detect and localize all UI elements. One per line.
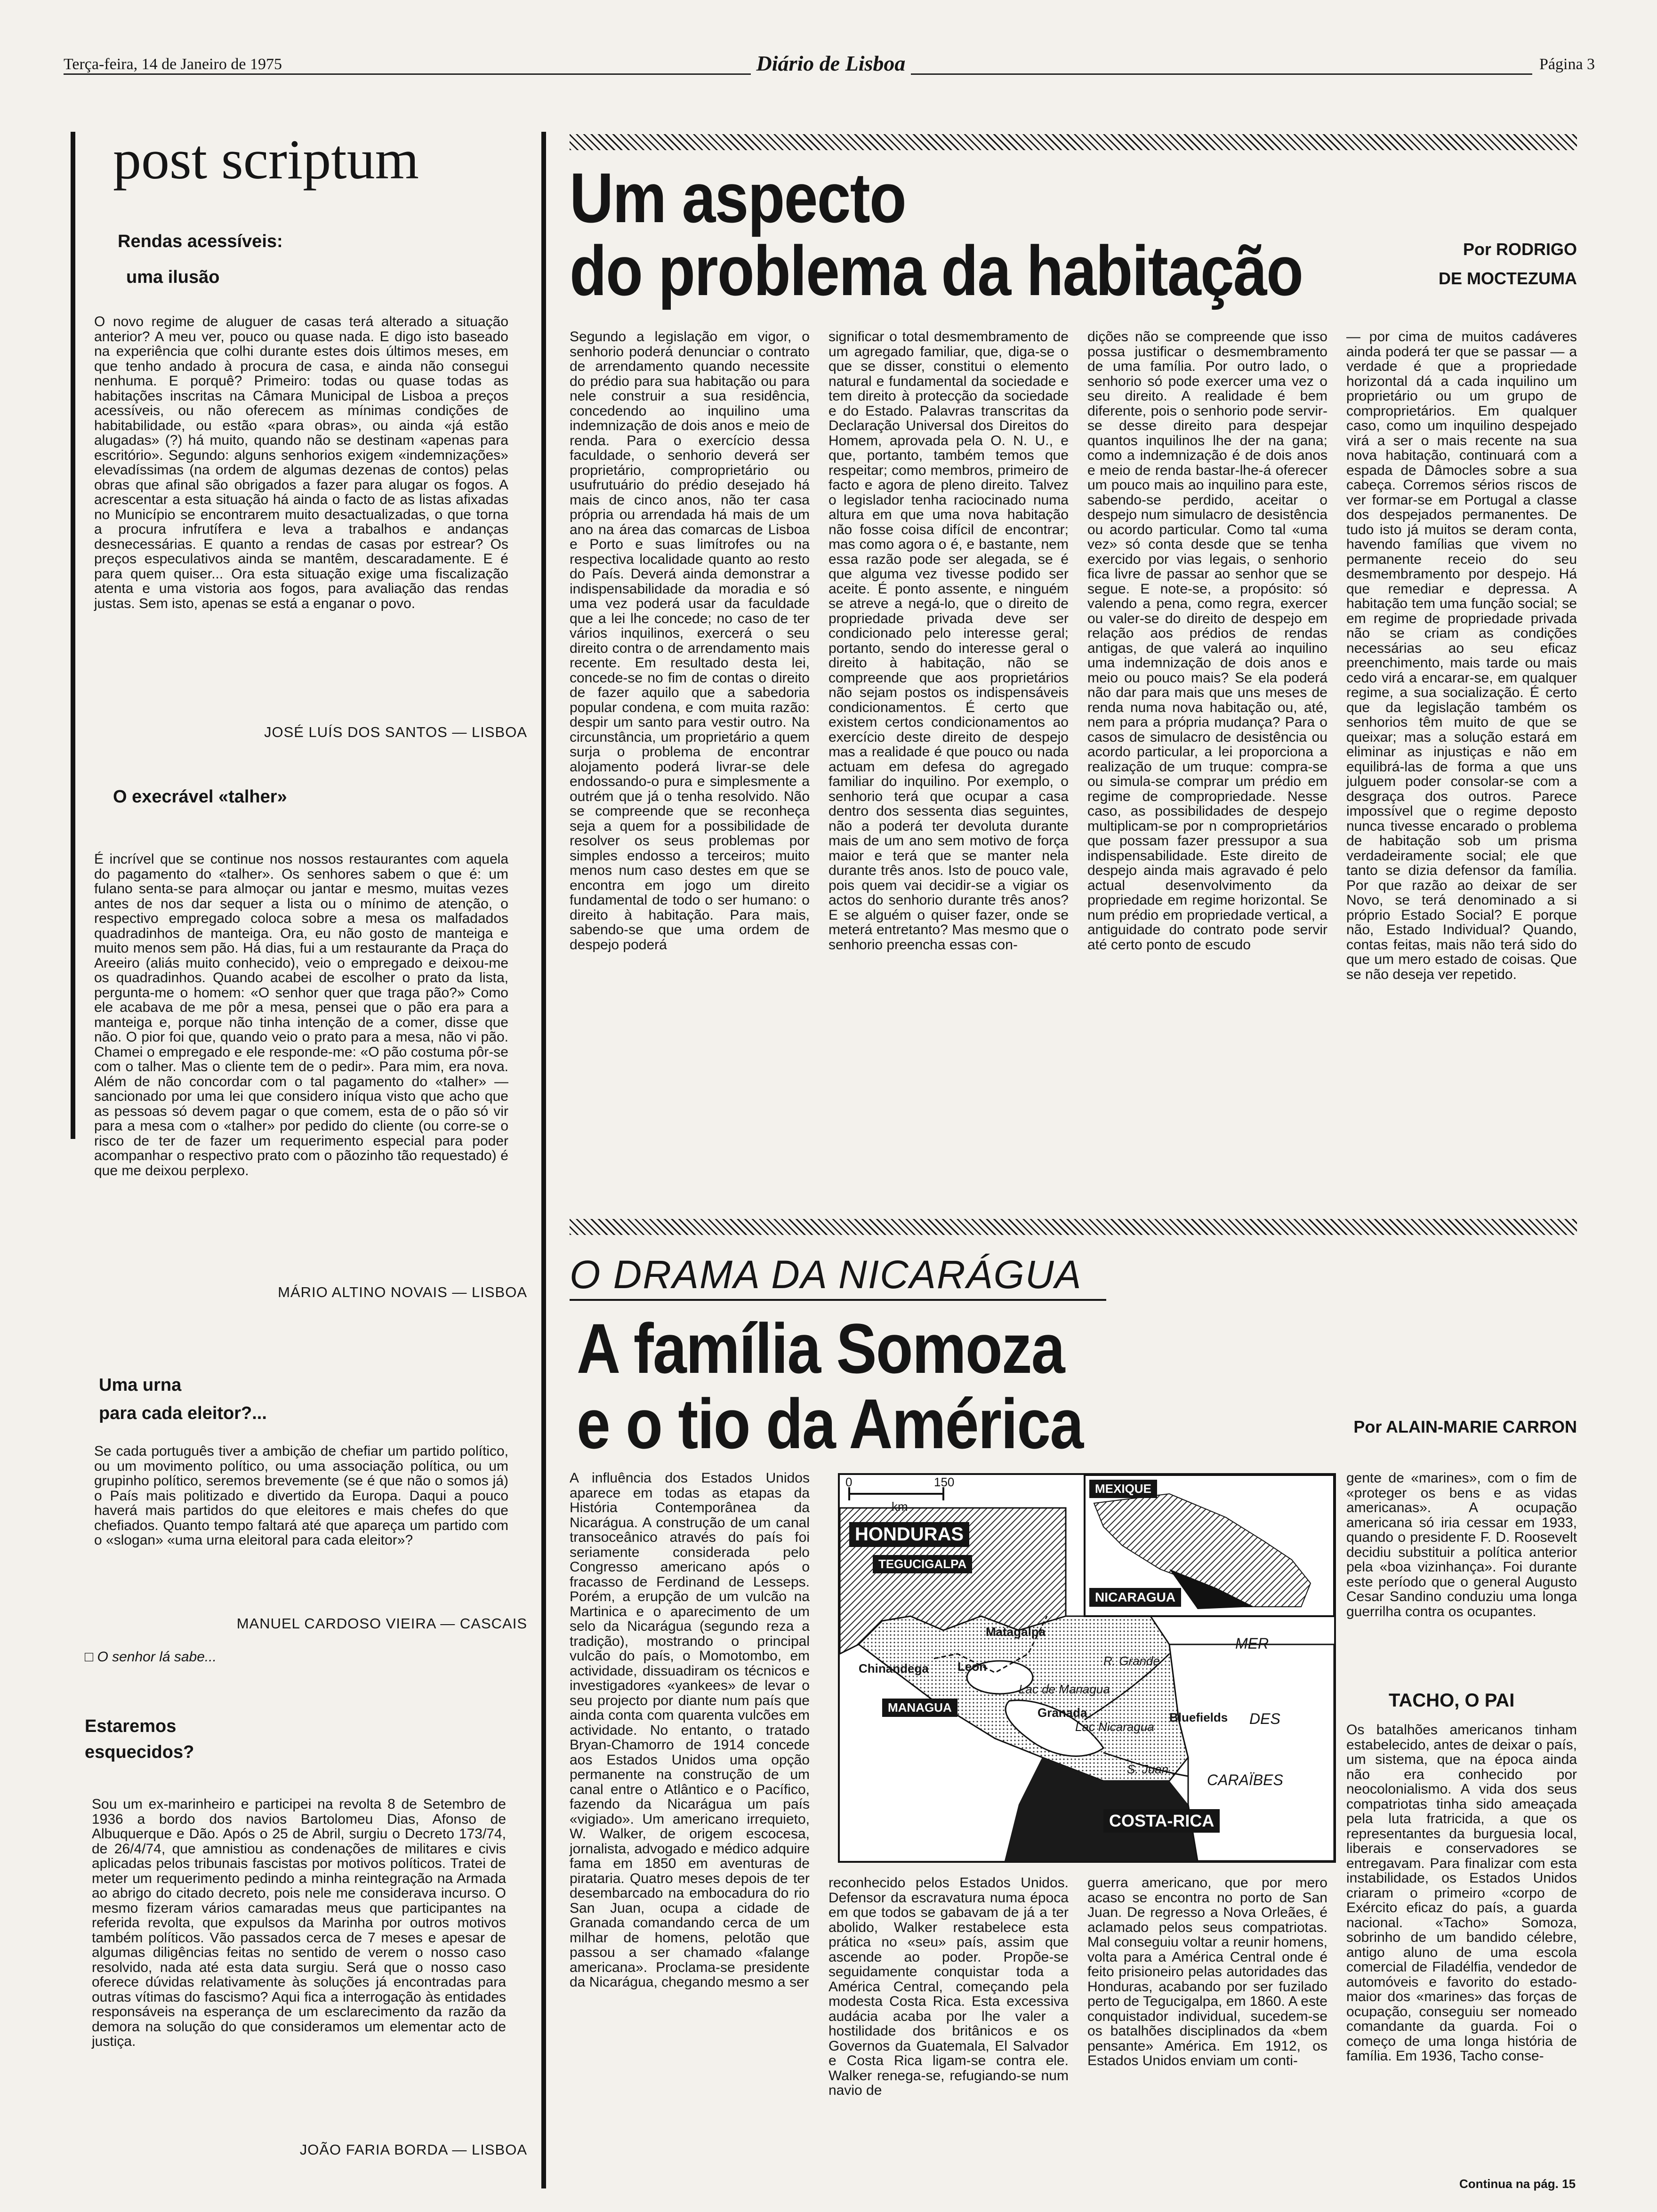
letter-2-signature: MÁRIO ALTINO NOVAIS — LISBOA <box>278 1284 527 1300</box>
article-1-column-1: Segundo a legislação em vigor, o senhorio poderá denunciar o contrato de arrendamento quando necessite do prédio para sua habitação ou para nele construir a sua residência, concedendo ao inquilino uma indemnização de dois anos e meio de renda. Para o exercício dessa faculdade, o senhorio deverá ser proprietário, comproprietário ou usufrutuário do prédio desejado há mais de cinco anos, não ter casa própria ou arrendada há mais de um ano na área das comarcas de Lisboa e Porto e suas limítrofes ou na respectiva localidade quanto ao resto do País. Deverá ainda demonstrar a indispensabilidade da moradia e só uma vez poderá usar da faculdade que a lei lhe concede; no caso de ter vários inquilinos, exercerá o seu direito contra o de arrendamento mais recente. Em resultado desta lei, concede-se no fim de contas o direito de fazer aquilo que a sabedoria popular condena, e com muita razão: despir um santo para vestir outro. Na circunstância, um proprietário a quem surja o problema de encontrar alojamento poderá livrar-se dele endossando-o pura e simplesmente a outrém que já o tenha resolvido. Não se compreende que se reconheça seja a quem for a possibilidade de resolver os seus problemas por simples endosso a terceiros; muito menos num caso destes em que se encontra em jogo um direito fundamental de todo o ser humano: o direito à habitação. Para mais, sabendo-se que uma ordem de despejo poderá <box>570 329 810 953</box>
map-scale-zero: 0 <box>845 1475 853 1489</box>
map-label-caraibes: CARAÏBES <box>1207 1771 1283 1788</box>
map-label-lac-managua: Lac de Managua <box>1019 1682 1110 1696</box>
issue-date: Terça-feira, 14 de Janeiro de 1975 <box>64 56 282 73</box>
map-label-des: DES <box>1249 1710 1280 1727</box>
article-2-byline: Por ALAIN-MARIE CARRON <box>1353 1417 1577 1436</box>
map-label-nicaragua: NICARAGUA <box>1089 1588 1181 1607</box>
article-2-column-4a: gente de «marines», com o fim de «proteger os bens e as vidas americanas». A ocupação americana só iria cessar em 1933, quando o presidente F. D. Roosevelt decidiu substituir a política anterior pela «boa vizinhança». Foi durante este período que o general Augusto Cesar Sandino conduziu uma longa guerrilha contra os ocupantes. <box>1346 1470 1577 1619</box>
map-label-managua: MANAGUA <box>882 1699 957 1717</box>
hatch-bar-top <box>570 134 1577 150</box>
article-1-byline-2: DE MOCTEZUMA <box>1439 269 1577 288</box>
article-1-column-2: significar o total desmembramento de um agregado familiar, que, diga-se o que se disser, constitui o elemento natural e fundamental da sociedade e tem direito à protecção da sociedade e do Estado. Palavras transcritas da Declaração Universal dos Direitos do Homem, aprovada pela O. N. U., e que, portanto, também temos que respeitar; como membros, primeiro de facto e agora de pleno direito. Talvez o legislador tenha raciocinado numa altura em que uma nova habitação não fosse coisa difícil de encontrar; mas como agora o é, e bastante, nem essa razão pode ser alegada, se é que alguma vez tivesse podido ser aceite. É ponto assente, e ninguém se atreve a negá-lo, que o direito de propriedade privada deve ser condicionado pelo interesse geral; portanto, sendo do interesse geral o direito à habitação, não se compreende que aos proprietários não sejam postos os indispensáveis condicionamentos. É certo que existem certos condicionamentos ao exercício deste direito de despejo mas a realidade é que pouco ou nada actuam em defesa do agregado familiar do inquilino. Por exemplo, o senhorio terá que ocupar a casa dentro dos sessenta dias seguintes, não a poderá ter devoluta durante mais de um ano sem motivo de força maior e terá que se manter nela durante três anos. Isto de pouco vale, pois quem vai decidir-se a vigiar os actos do senhorio durante três anos? E se alguém o quiser fazer, onde se meterá entretanto? Mas mesmo que o senhorio preencha essas con- <box>828 329 1069 953</box>
masthead-rule-left <box>64 73 751 75</box>
letter-3-heading: Uma urna <box>99 1375 182 1395</box>
map-label-tegucigalpa: TEGUCIGALPA <box>873 1555 972 1573</box>
letter-3-body: Se cada português tiver a ambição de chefiar um partido político, ou um movimento político, ou uma associação política, ou um grupinho político, seremos brevemente (se é que não o somos já) o País mais politizado e divertido da Europa. Daqui a pouco haverá mais partidos do que eleitores e mais chefes do que chefiados. Quanto tempo faltará até que apareça um partido com o «slogan» «uma urna eleitoral para cada eleitor»? <box>94 1443 508 1548</box>
nicaragua-map <box>838 1473 1336 1863</box>
letter-3-heading-2: para cada eleitor?... <box>99 1403 267 1423</box>
page-number: Página 3 <box>1539 56 1595 73</box>
letter-2-body: É incrível que se continue nos nossos restaurantes com aquela do pagamento do «talher». Os senhores sabem o que é: um fulano senta-se para almoçar ou jantar e mesmo, muitas vezes antes de nos dar sequer a lista ou o mínimo de atenção, o respectivo empregado coloca sobre a mesa os malfadados quadradinhos de manteiga. Ora, eu não gosto de manteiga e muito menos sem pão. Há dias, fui a um restaurante da Praça do Areeiro (aliás muito conhecido), veio o empregado e deixou-me os quadradinhos. Quando acabei de escolher o prato da lista, pergunta-me o homem: «O senhor quer que traga pão?» Como ele acabava de me pôr a mesa, pensei que o pão era para a manteiga e, porque não tinha intenção de a comer, disse que não. O pior foi que, quando veio o prato para a mesa, não vi pão. Chamei o empregado e ele responde-me: «O pão costuma pôr-se com o talher. Mas o cliente tem de o pedir». Para mim, era nova. Além de não concordar com o tal pagamento do «talher» — sancionado por uma lei que considero iníqua visto que acho que as pessoas só devem pagar o que comem, esta de o pão só vir para a mesa com o «talher» por pedido do cliente (ou corre-se o risco de ter de fazer um requerimento especial para poder acompanhar o respectivo prato com o pãozinho tão requestado) é que me deixou perplexo. <box>94 851 508 1178</box>
letter-1-signature: JOSÉ LUÍS DOS SANTOS — LISBOA <box>264 724 527 740</box>
map-label-costa-rica: COSTA-RICA <box>1103 1809 1220 1833</box>
article-1-column-4: — por cima de muitos cadáveres ainda poderá ter que se passar — a verdade é que a propriedade horizontal dá a cada inquilino um proprietário ou um grupo de comproprietários. Em qualquer caso, como um inquilino despejado virá a ser o mais recente na sua nova habitação, continuará com a espada de Dâmocles sobre a sua cabeça. Corremos sérios riscos de ver formar-se em Portugal a classe dos despejados permanentes. De tudo isto já muitos se deram conta, havendo famílias que vivem no permanente receio do seu desmembramento por despejo. Há que remediar e depressa. A habitação tem uma função social; se em regime de propriedade privada não se criam as condições necessárias ao seu eficaz preenchimento, mais tarde ou mais cedo virá a encarar-se, em qualquer regime, a sua socialização. É certo que da legislação também os senhorios têm muito de que se queixar; mas a solução estará em eliminar as injustiças e não em equilibrá-las de forma a que uns julguem poder consolar-se com a desgraça dos outros. Parece impossível que o regime deposto nunca tivesse encarado o problema de habitação sob um prisma verdadeiramente social; ele que tanto se dizia defensor da família. Por que razão ao deixar de ser Novo, se terá denominado a si próprio Estado Social? E porque não, Estado Individual? Quando, contas feitas, mais não terá sido do que um mero estado de coisas. Que se não deseja ver repetido. <box>1346 329 1577 982</box>
kicker-underline <box>570 1299 1106 1301</box>
map-label-bluefields: Bluefields <box>1169 1710 1228 1724</box>
article-1-headline-line-1: Um aspecto <box>570 158 906 237</box>
letter-4-signature: JOÃO FARIA BORDA — LISBOA <box>299 2141 527 2158</box>
article-2-kicker: O DRAMA DA NICARÁGUA <box>570 1252 1082 1297</box>
newspaper-title: Diário de Lisboa <box>756 51 906 75</box>
map-label-r-grande: R. Grande <box>1103 1654 1160 1668</box>
letter-1-heading-2: uma ilusão <box>126 267 220 287</box>
hatch-bar-middle <box>570 1219 1577 1235</box>
masthead-rule-right <box>911 73 1532 75</box>
article-2-column-1: A influência dos Estados Unidos aparece em todas as etapas da História Contemporânea da Nicarágua. A construção de um canal transoceânico através do país foi seriamente considerada pelo Congresso americano após o fracasso de Ferdinand de Lesseps. Porém, a erupção de um vulcão na Martinica e o aparecimento de um selo da Nicarágua (segundo reza a tradição), mostrando o principal vulcão do país, o Momotombo, em actividade, dissuadiram os técnicos e investigadores «yankees» de levar o seu projecto por diante num país que ainda conta com quarenta vulcões em actividade. No entanto, o tratado Bryan-Chamorro de 1914 concede aos Estados Unidos uma opção permanente na construção de um canal entre o Atlântico e o Pacífico, fazendo da Nicarágua um país «vigiado». Um americano irrequieto, W. Walker, de origem escocesa, jornalista, advogado e médico adquire fama em 1850 em aventuras de pirataria. Quatro meses depois de ter desembarcado na embocadura do rio San Juan, ocupa a cidade de Granada comandando cerca de um milhar de homens, pelotão que passou a ser chamado «falange americana». Proclama-se presidente da Nicarágua, chegando mesmo a ser <box>570 1470 810 1990</box>
letter-4-heading: Estaremos <box>85 1716 177 1736</box>
article-2-headline-line-2: e o tio da América <box>577 1384 1083 1463</box>
map-label-mexique: MEXIQUE <box>1089 1480 1157 1498</box>
article-1-column-3: dições não se compreende que isso possa justificar o desmembramento de uma família. Por outro lado, o senhorio só pode exercer uma vez o seu direito. A realidade é bem diferente, pois o senhorio pode servir-se desse direito para despejar quantos inquilinos lhe der na gana; como a indemnização é de dois anos e meio de renda bastar-lhe-á oferecer um pouco mais ao inquilino para este, sabendo-se perdido, aceitar o despejo num simulacro de desistência ou acordo particular. Como tal «uma vez» só conta desde que se tenha exercido por vias legais, o senhorio fica livre de passar ao senhor que se segue. E note-se, a propósito: só valendo a pena, como regra, exercer ou valer-se do direito de despejo em relação aos prédios de rendas antigas, de que valerá ao inquilino uma indemnização de dois anos e meio ou pouco mais? Se ela poderá não dar para mais que uns meses de renda numa nova habitação ou, até, nem para a própria mudança? Para o casos de simulacro de desistência ou acordo particular, a lei proporciona a realização de um truque: compra-se ou simula-se comprar um prédio em regime de compropriedade. Nesse caso, as possibilidades de despejo multiplicam-se por n comproprietários que possam fazer pressupor a sua indispensabilidade. Este direito de despejo ainda mais agravado é pelo actual desenvolvimento da propriedade em regime horizontal. Se num prédio em propriedade vertical, a antiguidade do contrato pode servir até certo ponto de escudo <box>1087 329 1327 953</box>
map-label-granada: Granada <box>1038 1706 1087 1720</box>
article-2-column-4b: Os batalhões americanos tinham estabelecido, antes de deixar o país, um sistema, que na época ainda não era conhecido por neocolonialismo. A vida dos seus compatriotas tinha sido ameaçada pela luta fratricida, a que os representantes da burguesia local, liberais e conservadores se entregavam. Para finalizar com esta instabilidade, os Estados Unidos criaram o primeiro «corpo de Exército eficaz do país, a guarda nacional. «Tacho» Somoza, sobrinho de um bandido célebre, antigo aluno de uma escola comercial de Filadélfia, vendedor de automóveis e favorito do estado-maior dos «marines» das forças de ocupação, conseguiu ser nomeado comandante da guarda. Foi o começo de uma longa história de família. Em 1936, Tacho conse- <box>1346 1722 1577 2064</box>
map-scale-unit: km <box>892 1499 908 1514</box>
map-label-lac-nicaragua: Lac Nicaragua <box>1075 1720 1154 1734</box>
map-label-mer: MER <box>1235 1635 1269 1652</box>
article-2-headline-line-1: A família Somoza <box>577 1309 1064 1388</box>
letter-4-body: Sou um ex-marinheiro e participei na revolta 8 de Setembro de 1936 a bordo dos navios Bartolomeu Dias, Afonso de Albuquerque e Dão. Após o 25 de Abril, surgiu o Decreto 173/74, de 26/4/74, que amnistiou as condenações de militares e civis aplicadas pelos tribunais fascistas por motivos políticos. Tratei de meter um requerimento pedindo a minha reintegração na Armada ao abrigo do citado decreto, pois nele me considerava incurso. O mesmo fizeram vários camaradas meus que participantes na referida revolta, que expulsos da Marinha por outros motivos também políticos. Vão passados cerca de 7 meses e apesar de algumas diligências feitas no sentido de verem o nosso caso resolvido, nada até esta data surgiu. Será que o nosso caso oferece dúvidas relativamente às soluções já encontradas para outras vítimas do fascismo? Aqui fica a interrogação às entidades responsáveis na esperança de um esclarecimento da razão da demora na solução do que consideramos um elementar acto de justiça. <box>92 1796 506 2049</box>
map-label-s-juan: S. Juan <box>1127 1762 1169 1776</box>
map-label-chinandega: Chinandega <box>859 1661 929 1675</box>
letter-1-heading: Rendas acessíveis: <box>118 232 283 251</box>
letter-4-heading-2: esquecidos? <box>85 1742 194 1762</box>
letter-1-body: O novo regime de aluguer de casas terá alterado a situação anterior? A meu ver, pouco ou quase nada. E digo isto baseado na experiência que colhi durante estes dois últimos meses, em que tenho andado à procura de casa, e ainda não consegui nenhuma. E porquê? Primeiro: todas ou quase todas as habitações inscritas na Câmara Municipal de Lisboa a preços acessíveis, ou não oferecem as mínimas condições de habitabilidade, ou estão «para obras», ou ainda «já estão alugadas» (?) há muito, quando não se destinam «apenas para escritório». Segundo: alguns senhorios exigem «indemnizações» elevadíssimas (na ordem de algumas dezenas de contos) pelas obras que afinal são obrigados a fazer para alugar os fogos. A acrescentar a esta situação há ainda o facto de as listas afixadas no Município se encontrarem muito desactualizadas, o que torna a procura infrutífera e leva a trabalhos e andanças desnecessárias. E quanto a rendas de casas por estrear? Os preços especulativos ainda se mantêm, descaradamente. E é para quem quiser... Ora esta situação exige uma fiscalização atenta e uma vistoria aos fogos, para avaliação das rendas justas. Sem isto, apenas se está a enganar o povo. <box>94 314 508 611</box>
continuation-note: Continua na pág. 15 <box>1459 2177 1576 2191</box>
letter-2-heading: O execrável «talher» <box>113 787 287 807</box>
map-label-honduras: HONDURAS <box>849 1522 969 1547</box>
article-1-byline-1: Por RODRIGO <box>1463 240 1577 259</box>
letter-3-signature: MANUEL CARDOSO VIEIRA — CASCAIS <box>236 1615 527 1632</box>
map-scale-150: 150 <box>934 1475 955 1489</box>
article-2-column-2: reconhecido pelos Estados Unidos. Defensor da escravatura numa época em que todos se gabavam de já a ter abolido, Walker restabelece esta prática no «seu» país, assim que ascende ao poder. Propõe-se seguidamente conquistar toda a América Central, começando pela modesta Costa Rica. Esta excessiva audácia acaba por lhe valer a hostilidade dos britânicos e os Governos da Guatemala, El Salvador e Costa Rica ligam-se contra ele. Walker renega-se, refugiando-se num navio de <box>828 1875 1069 2098</box>
column-rule-left <box>71 132 75 1139</box>
map-label-matagalpa: Matagalpa <box>986 1625 1046 1639</box>
column-rule-center <box>541 132 546 2188</box>
map-label-leon: Leon <box>957 1659 987 1674</box>
article-2-column-3: guerra americano, que por mero acaso se encontra no porto de San Juan. De regresso a Nova Orleães, é aclamado pelos seus compatriotas. Mal conseguiu voltar a reunir homens, volta para a América Central onde é feito prisioneiro pelas autoridades das Honduras, acabando por ser fuzilado perto de Tegucigalpa, em 1860. A este conquistador individual, sucedem-se os batalhões disciplinados da «bem pensante» América. Em 1912, os Estados Unidos enviam um conti- <box>1087 1875 1327 2068</box>
section-title: post scriptum <box>113 128 419 191</box>
article-2-subhead: TACHO, O PAI <box>1389 1690 1515 1711</box>
article-1-headline-line-2: do problema da habitação <box>570 231 1303 310</box>
letter-3-reply: □ O senhor lá sabe... <box>85 1649 217 1665</box>
